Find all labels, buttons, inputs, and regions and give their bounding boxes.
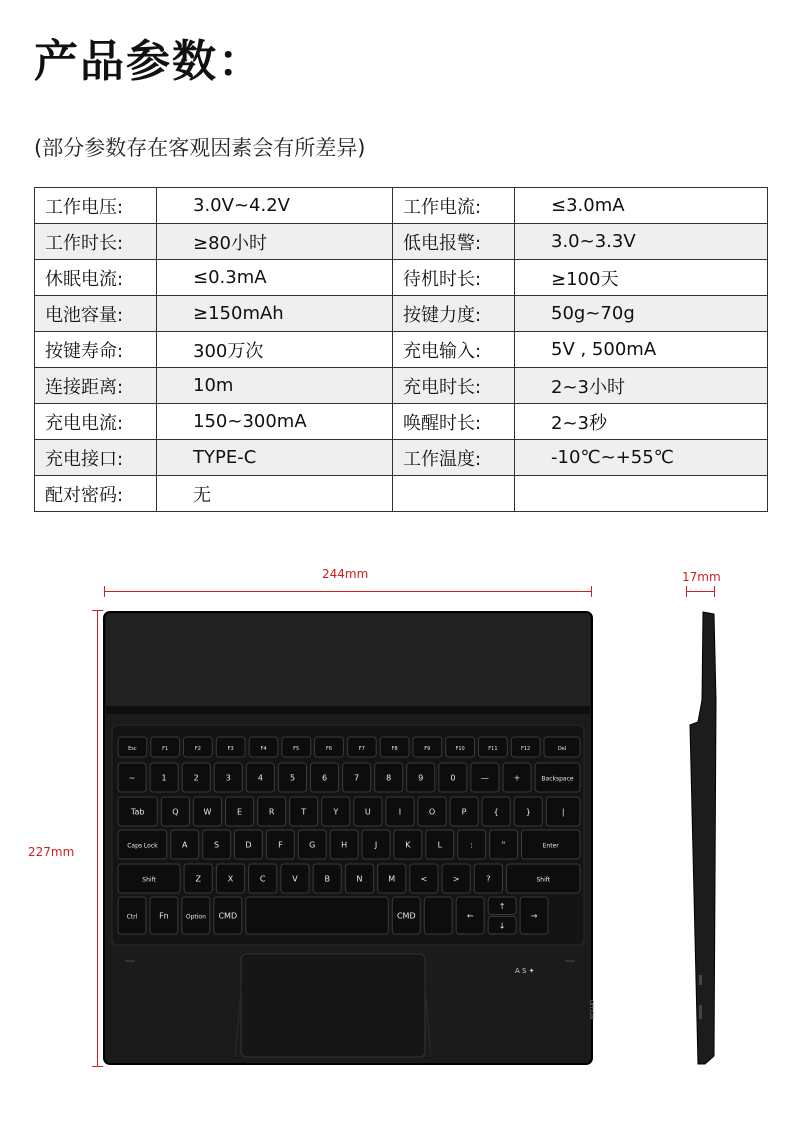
key-label: Ctrl [126,913,138,921]
key-label: B [324,874,330,884]
power-switch-label: OFF/ON [588,1000,594,1020]
spec-value: -10℃~+55℃ [515,440,768,476]
key-label: F5 [293,746,300,752]
spec-value: 300万次 [157,332,393,368]
key[interactable] [246,897,388,934]
key-label: > [452,874,460,884]
spec-value: 150~300mA [157,404,393,440]
key-label: Option [185,913,206,921]
key-label: F12 [520,746,531,752]
key-label: Tab [130,807,145,817]
key-label: V [292,874,298,884]
spec-label: 配对密码: [35,476,157,512]
spec-label: 工作温度: [393,440,515,476]
spec-value: 3.0~3.3V [515,224,768,260]
spec-label: 休眠电流: [35,260,157,296]
keyboard-side-view [690,612,716,1064]
spec-value: ≤3.0mA [515,188,768,224]
key-label: H [341,840,348,850]
key-label: ? [486,874,491,884]
key[interactable] [424,897,452,934]
key-label: G [309,840,316,850]
spec-label: 按键力度: [393,296,515,332]
key-label: F2 [194,746,201,752]
key-label: S [214,840,220,850]
key-label: Del [557,746,567,752]
key-label: F8 [391,746,398,752]
keyboard-cover-hinge [106,614,590,712]
spec-value: ≥150mAh [157,296,393,332]
spec-value: ≤0.3mA [157,260,393,296]
key-label: 1 [161,773,167,783]
key-label: U [364,807,371,817]
key-label: 4 [257,773,263,783]
key-label: E [236,807,243,817]
key-label: + [513,773,521,783]
key-label: 2 [193,773,199,783]
key-label: R [268,807,275,817]
key-label: Backspace [541,775,574,783]
key-label: F [278,840,283,850]
key-label: P [461,807,467,817]
key-label: 5 [289,773,296,783]
key-label: 7 [354,773,360,783]
key-label: F10 [455,746,465,752]
spec-label: 工作电压: [35,188,157,224]
key-label: CMD [396,911,416,921]
spec-value: 50g~70g [515,296,768,332]
spec-label: 连接距离: [35,368,157,404]
key-label: I [398,807,402,817]
key-label: Esc [128,746,137,752]
spec-value: 无 [157,476,393,512]
indicator-lights: A S ✦ [515,967,535,975]
key-label: Caps Lock [127,842,158,850]
spec-label: 电池容量: [35,296,157,332]
spec-label: 唤醒时长: [393,404,515,440]
key-label: Enter [542,842,559,850]
spec-label: 充电电流: [35,404,157,440]
key-label: W [203,807,212,817]
spec-value: TYPE-C [157,440,393,476]
spec-label: 待机时长: [393,260,515,296]
key-label: Shift [536,876,551,884]
key-label: 3 [225,773,231,783]
key-label: N [356,874,363,884]
key-label: | [561,807,565,817]
spec-label: 充电时长: [393,368,515,404]
width-dimension-label: 244mm [322,567,369,581]
spec-value: 2~3秒 [515,404,768,440]
key-label: Fn [159,911,169,921]
key-label: F9 [424,746,431,752]
key-label: J [374,840,378,850]
key-label: Z [195,874,202,884]
key-label: F6 [325,746,333,752]
page-subtitle: (部分参数存在客观因素会有所差异) [34,136,366,160]
key-label: D [245,840,252,850]
spec-label: 工作时长: [35,224,157,260]
key-label: F7 [358,746,365,752]
spec-label: 充电输入: [393,332,515,368]
key-label: F1 [162,746,169,752]
spec-value: 10m [157,368,393,404]
spec-label: 充电接口: [35,440,157,476]
spec-label: 工作电流: [393,188,515,224]
key-label: ← [466,911,474,921]
spec-value: ≥80小时 [157,224,393,260]
key-label: F3 [227,746,234,752]
key-label: ↓ [498,921,506,931]
key-label: X [227,874,234,884]
key-label: : [470,840,473,850]
key-label: ~ [128,773,136,783]
thickness-dimension-label: 17mm [682,570,721,584]
key-label: 8 [386,773,392,783]
key-label: M [388,874,396,884]
key-label: A [181,840,188,850]
key-label: 0 [450,773,456,783]
key-label: → [530,911,538,921]
key-label: C [259,874,266,884]
spec-value: 5V , 500mA [515,332,768,368]
key-label: — [480,773,489,783]
key-label: Q [172,807,179,817]
key-label: K [405,840,411,850]
spec-value: ≥100天 [515,260,768,296]
key-label: O [428,807,436,817]
key-label: " [501,840,506,850]
key-label: ↑ [498,901,506,911]
key-label: { [493,807,499,817]
touchpad [241,954,425,1057]
key-label: 9 [418,773,424,783]
height-dimension-label: 227mm [28,845,75,859]
key-label: F11 [488,746,498,752]
key-label: CMD [218,911,238,921]
key-label: L [437,840,443,850]
key-label: Y [333,807,339,817]
key-label: } [525,807,531,817]
key-label: 6 [321,773,328,783]
spec-label: 低电报警: [393,224,515,260]
spec-value: 2~3小时 [515,368,768,404]
key-label: T [301,807,307,817]
key-label: F4 [260,746,267,752]
spec-value: 3.0V~4.2V [157,188,393,224]
spec-label: 按键寿命: [35,332,157,368]
key-label: < [420,874,428,884]
page-title: 产品参数： [34,36,264,87]
key-label: Shift [142,876,156,884]
